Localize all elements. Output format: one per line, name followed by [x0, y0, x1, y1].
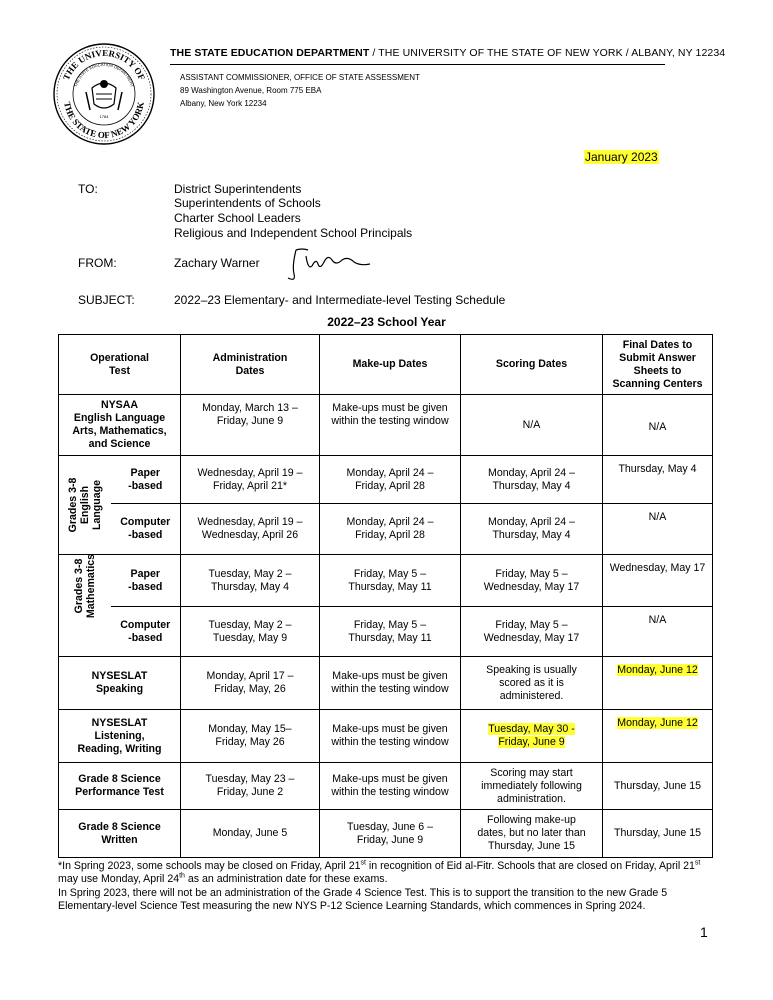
nyseslat-lrw-test: NYSESLAT Listening, Reading, Writing: [59, 710, 181, 763]
nyseslat-lrw-admin: Monday, May 15– Friday, May 26: [181, 710, 320, 763]
g8-written-admin: Monday, June 5: [181, 810, 320, 858]
letterhead-rule: [170, 64, 665, 65]
table-row: [59, 555, 713, 607]
math-paper-final: Wednesday, May 17: [603, 555, 713, 607]
from-name: Zachary Warner: [174, 256, 260, 270]
department-name: THE STATE EDUCATION DEPARTMENT: [170, 47, 370, 59]
nyseslat-speaking-makeup: Make-ups must be given within the testing window: [320, 657, 461, 710]
nysaa-final: N/A: [603, 395, 713, 456]
g8-written-makeup: Tuesday, June 6 – Friday, June 9: [320, 810, 461, 858]
svg-text:THE STATE OF NEW YORK: THE STATE OF NEW YORK: [62, 100, 146, 141]
math-paper-admin: Tuesday, May 2 – Thursday, May 4: [181, 555, 320, 607]
university-address: / THE UNIVERSITY OF THE STATE OF NEW YORK / ALBANY, NY 12234: [372, 47, 726, 59]
ela-computer-test: Computer -based: [111, 504, 181, 555]
subject-text: 2022–23 Elementary- and Intermediate-level Testing Schedule: [174, 293, 506, 307]
signature: [282, 244, 374, 284]
table-row: [59, 810, 713, 858]
nysaa-makeup: Make-ups must be given within the testing window: [320, 395, 461, 456]
svg-text:THE UNIVERSITY OF: THE UNIVERSITY OF: [60, 47, 148, 82]
table-row: [59, 607, 713, 657]
math-paper-test: Paper -based: [111, 555, 181, 607]
header-makeup-dates: Make-up Dates: [320, 335, 461, 395]
office-title: ASSISTANT COMMISSIONER, OFFICE OF STATE ASSESSMENT: [180, 73, 420, 82]
g8-performance-final: Thursday, June 15: [603, 763, 713, 810]
math-computer-makeup: Friday, May 5 – Thursday, May 11: [320, 607, 461, 657]
footnote-science: In Spring 2023, there will not be an administration of the Grade 4 Science Test. This is to support the transition to the new Grade 5 Elementary-level Science Test measuring the new NYS P-12 Science Learning Standards, which commences in Spring 2024.: [58, 886, 668, 913]
header-scoring-dates: Scoring Dates: [461, 335, 603, 395]
table-row: [59, 710, 713, 763]
ela-computer-makeup: Monday, April 24 – Friday, April 28: [320, 504, 461, 555]
g8-performance-test: Grade 8 Science Performance Test: [59, 763, 181, 810]
page-number: 1: [700, 924, 708, 940]
math-computer-final: N/A: [603, 607, 713, 657]
header-administration-dates: Administration Dates: [181, 335, 320, 395]
math-computer-scoring: Friday, May 5 – Wednesday, May 17: [461, 607, 603, 657]
table-row: [59, 504, 713, 555]
ela-group-label: Grades 3-8 English Language: [59, 456, 111, 555]
nysaa-test: NYSAA English Language Arts, Mathematics, and Science: [59, 395, 181, 456]
ela-paper-makeup: Monday, April 24 – Friday, April 28: [320, 456, 461, 504]
testing-schedule-table: [58, 334, 713, 858]
table-row: [59, 657, 713, 710]
table-row: [59, 456, 713, 504]
math-paper-makeup: Friday, May 5 – Thursday, May 11: [320, 555, 461, 607]
table-row: [59, 763, 713, 810]
to-recipient-3: Charter School Leaders: [174, 211, 301, 225]
math-paper-scoring: Friday, May 5 – Wednesday, May 17: [461, 555, 603, 607]
to-recipient-4: Religious and Independent School Principals: [174, 226, 413, 240]
nyseslat-lrw-final: Monday, June 12: [603, 710, 713, 763]
ela-paper-scoring: Monday, April 24 – Thursday, May 4: [461, 456, 603, 504]
table-row: [59, 395, 713, 456]
state-seal-logo: [52, 42, 156, 146]
svg-text:THE STATE EDUCATION DEPARTMENT: THE STATE EDUCATION DEPARTMENT: [72, 61, 136, 88]
nyseslat-lrw-scoring: Tuesday, May 30 - Friday, June 9: [461, 710, 603, 763]
svg-text:1784: 1784: [99, 114, 109, 119]
header-operational-test: Operational Test: [59, 335, 181, 395]
math-computer-test: Computer -based: [111, 607, 181, 657]
g8-performance-makeup: Make-ups must be given within the testing window: [320, 763, 461, 810]
g8-performance-admin: Tuesday, May 23 – Friday, June 2: [181, 763, 320, 810]
ela-computer-admin: Wednesday, April 19 – Wednesday, April 26: [181, 504, 320, 555]
ela-computer-final: N/A: [603, 504, 713, 555]
math-computer-admin: Tuesday, May 2 – Tuesday, May 9: [181, 607, 320, 657]
g8-written-test: Grade 8 Science Written: [59, 810, 181, 858]
footnote-eid: *In Spring 2023, some schools may be closed on Friday, April 21st in recognition of Eid al-Fitr. Schools that are closed on Friday, April 21st may use Monday, April 24th as an administration date for these exams.: [58, 859, 701, 886]
subject-label: SUBJECT:: [78, 293, 135, 307]
nyseslat-lrw-makeup: Make-ups must be given within the testing window: [320, 710, 461, 763]
office-address-1: 89 Washington Avenue, Room 775 EBA: [180, 86, 322, 95]
header-final-dates: Final Dates to Submit Answer Sheets to Scanning Centers: [603, 335, 713, 395]
ela-paper-admin: Wednesday, April 19 – Friday, April 21*: [181, 456, 320, 504]
nyseslat-speaking-test: NYSESLAT Speaking: [59, 657, 181, 710]
ela-paper-final: Thursday, May 4: [603, 456, 713, 504]
nyseslat-speaking-scoring: Speaking is usually scored as it is administered.: [461, 657, 603, 710]
ela-computer-scoring: Monday, April 24 – Thursday, May 4: [461, 504, 603, 555]
to-label: TO:: [78, 182, 98, 196]
footnotes: [58, 860, 718, 914]
letterhead-department: [170, 47, 725, 59]
nyseslat-speaking-final: Monday, June 12: [603, 657, 713, 710]
office-address-2: Albany, New York 12234: [180, 99, 267, 108]
to-recipient-2: Superintendents of Schools: [174, 196, 321, 210]
ela-paper-test: Paper -based: [111, 456, 181, 504]
g8-written-final: Thursday, June 15: [603, 810, 713, 858]
memo-date: January 2023: [585, 150, 658, 164]
g8-written-scoring: Following make-up dates, but no later than Thursday, June 15: [461, 810, 603, 858]
g8-performance-scoring: Scoring may start immediately following administration.: [461, 763, 603, 810]
schedule-title: 2022–23 School Year: [327, 315, 446, 329]
nysaa-admin: Monday, March 13 – Friday, June 9: [181, 395, 320, 456]
to-recipient-1: District Superintendents: [174, 182, 302, 196]
nysaa-scoring: N/A: [461, 395, 603, 456]
header-row: [59, 335, 713, 395]
math-group-label: Grades 3-8 Mathematics: [59, 555, 111, 657]
from-label: FROM:: [78, 256, 117, 270]
nyseslat-speaking-admin: Monday, April 17 – Friday, May, 26: [181, 657, 320, 710]
